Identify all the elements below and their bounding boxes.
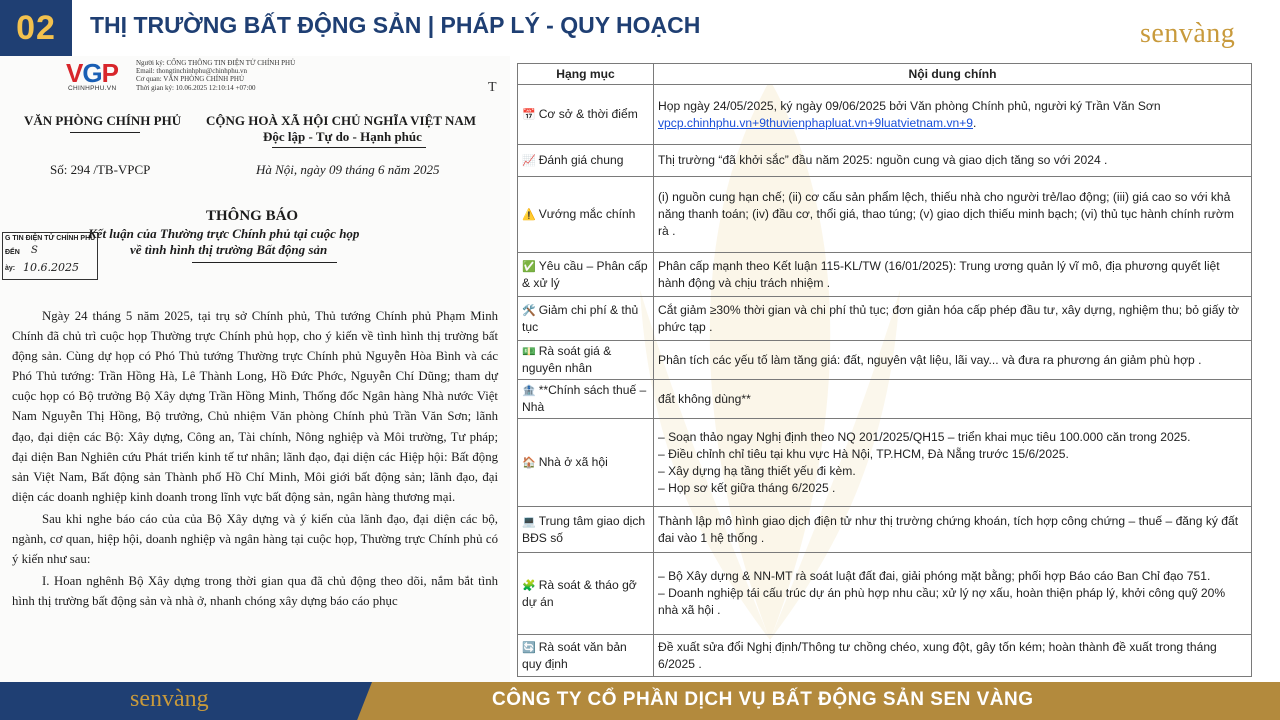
table-row xyxy=(518,177,1252,253)
source-link[interactable]: vpcp.chinhphu.vn+9thuvienphapluat.vn+9luatvietnam.vn+9 xyxy=(658,115,974,130)
content-text: Phân cấp mạnh theo Kết luận 115-KL/TW (16/01/2025): Trung ương quản lý vĩ mô, địa phương quyết liệt hành động và chịu trách nhiệm . xyxy=(658,258,1220,290)
content-line: – Bộ Xây dựng & NN-MT rà soát luật đất đai, giải phóng mặt bằng; phối hợp Báo cáo Ban Chỉ đạo 751. xyxy=(658,569,1211,583)
row-category-cell xyxy=(518,85,654,145)
scanned-document xyxy=(0,56,510,682)
tools-icon: 🛠️ xyxy=(522,303,536,317)
column-header-content: Nội dung chính xyxy=(654,64,1252,85)
table-row xyxy=(518,297,1252,341)
nation-motto: Độc lập - Tự do - Hạnh phúc xyxy=(263,129,422,144)
divider xyxy=(192,262,337,263)
row-category-label: Giảm chi phí & thủ tục xyxy=(522,302,639,334)
row-category-label: Đánh giá chung xyxy=(538,153,624,167)
chart-up-icon: 📈 xyxy=(522,154,536,167)
row-category-cell xyxy=(518,177,654,253)
row-category-label: Nhà ở xã hội xyxy=(538,455,608,469)
row-content-cell xyxy=(654,297,1252,341)
table-row xyxy=(518,145,1252,177)
row-content-cell xyxy=(654,553,1252,635)
issuing-office: VĂN PHÒNG CHÍNH PHỦ xyxy=(24,113,182,128)
table-row xyxy=(518,553,1252,635)
row-content-cell xyxy=(654,507,1252,553)
table-row xyxy=(518,85,1252,145)
row-content-cell xyxy=(654,341,1252,380)
row-category-cell xyxy=(518,635,654,677)
section-number-box xyxy=(0,0,72,56)
row-category-cell xyxy=(518,297,654,341)
body-paragraph: I. Hoan nghênh Bộ Xây dựng trong thời gian qua đã chủ động theo dõi, nắm bắt tình hình thị trường bất động sản và nhà ở, nhanh chóng xây dựng báo cáo phục xyxy=(12,574,498,609)
document-date: Hà Nội, ngày 09 tháng 6 năm 2025 xyxy=(256,162,440,177)
row-category-cell xyxy=(518,253,654,297)
document-subtitle-1: Kết luận của Thường trực Chính phủ tại cuộc họp xyxy=(88,226,360,241)
footer-company-name: CÔNG TY CỔ PHẦN DỊCH VỤ BẤT ĐỘNG SẢN SEN VÀNG xyxy=(492,689,1034,710)
nation-name: CỘNG HOÀ XÃ HỘI CHỦ NGHĨA VIỆT NAM xyxy=(206,113,477,128)
column-header-category: Hạng mục xyxy=(518,64,654,85)
row-category-cell xyxy=(518,507,654,553)
content-text: Cắt giảm ≥30% thời gian và chi phí thủ tục; đơn giản hóa cấp phép đầu tư, xây dựng, nghiệm thu; bỏ giấy tờ phức tạp . xyxy=(658,302,1240,334)
row-category-label: Rà soát giá & nguyên nhân xyxy=(522,344,612,375)
calendar-icon: 📅 xyxy=(522,108,536,121)
document-title: THÔNG BÁO xyxy=(206,208,299,224)
content-line: – Điều chỉnh chỉ tiêu tại khu vực Hà Nội, TP.HCM, Đà Nẵng trước 15/6/2025. xyxy=(658,446,1069,461)
digital-signature-meta: Người ký: CỔNG THÔNG TIN ĐIỆN TỬ CHÍNH PHỦ Email: thongtinchinhphu@chinhphu.vn Cơ quan: VĂN PHÒNG CHÍNH PHỦ Thời gian ký: 10.06.2025 12:10:14 +07:00 xyxy=(136,59,296,92)
laptop-icon: 💻 xyxy=(522,514,536,528)
table-row xyxy=(518,253,1252,297)
table-row xyxy=(518,507,1252,553)
document-body xyxy=(12,306,498,613)
table-row xyxy=(518,380,1252,419)
content-line: – Xây dựng hạ tầng thiết yếu đi kèm. xyxy=(658,463,856,478)
row-category-label: **Chính sách thuế – Nhà xyxy=(522,383,647,414)
body-paragraph: Sau khi nghe báo cáo của của Bộ Xây dựng và ý kiến của lãnh đạo, đại diện các bộ, ngành, cơ quan, hiệp hội, doanh nghiệp và ngân hàng tại cuộc họp, Thường trực Chính phủ có ý kiến như sau: xyxy=(12,511,498,567)
check-icon: ✅ xyxy=(522,259,536,273)
row-content-cell xyxy=(654,253,1252,297)
table-row xyxy=(518,635,1252,677)
bank-icon: 🏦 xyxy=(522,384,536,397)
corner-handwritten-mark: T xyxy=(488,80,497,95)
footer-brand-logo: senvàng xyxy=(130,686,209,712)
row-content-cell xyxy=(654,380,1252,419)
row-category-cell xyxy=(518,380,654,419)
row-content-cell xyxy=(654,145,1252,177)
row-category-cell xyxy=(518,553,654,635)
row-content-cell xyxy=(654,177,1252,253)
content-line: – Soạn thảo ngay Nghị định theo NQ 201/2025/QH15 – triển khai mục tiêu 100.000 căn trong 2025. xyxy=(658,429,1191,444)
vgp-logo: VGP xyxy=(66,58,118,88)
divider xyxy=(272,147,426,148)
row-category-cell xyxy=(518,145,654,177)
link-suffix: . xyxy=(973,115,977,130)
table-header-row xyxy=(518,64,1252,85)
document-subtitle-2: về tình hình thị trường Bất động sản xyxy=(130,242,328,257)
row-category-label: Vướng mắc chính xyxy=(538,207,636,221)
money-icon: 💵 xyxy=(522,345,536,358)
content-text: Thành lập mô hình giao dịch điện tử như thị trường chứng khoán, tích hợp công chứng – thuế – đăng ký đất đai vào 1 hệ thống . xyxy=(658,513,1239,545)
row-category-label: Rà soát & tháo gỡ dự án xyxy=(522,577,637,609)
footer-bar xyxy=(0,682,1280,720)
puzzle-icon: 🧩 xyxy=(522,578,536,592)
content-text: Họp ngày 24/05/2025, ký ngày 09/06/2025 bởi Văn phòng Chính phủ, người ký Trần Văn Sơn xyxy=(658,98,1161,113)
content-text: (i) nguồn cung hạn chế; (ii) cơ cấu sản phẩm lệch, thiếu nhà cho người trẻ/lao động; (iii) giá cao so với khả năng thanh toán; (iv) đầu cơ, thổi giá, thao túng; (v) giao dịch thiếu minh bạch; (vi) thủ tục hành chính rườm rà . xyxy=(658,190,1234,238)
row-content-cell xyxy=(654,635,1252,677)
page-title: THỊ TRƯỜNG BẤT ĐỘNG SẢN | PHÁP LÝ - QUY HOẠCH xyxy=(90,12,701,38)
table-row xyxy=(518,419,1252,507)
row-content-cell xyxy=(654,419,1252,507)
row-category-label: Cơ sở & thời điểm xyxy=(538,107,638,121)
row-content-cell xyxy=(654,85,1252,145)
refresh-icon: 🔄 xyxy=(522,640,536,654)
brand-logo-text: senvàng xyxy=(1140,18,1236,49)
received-stamp: G TIN ĐIỆN TỬ CHÍNH PHỦ ĐẾN S ày: 10.6.2025 xyxy=(2,232,98,280)
content-line: – Doanh nghiệp tái cấu trúc dự án phù hợp nhu cầu; xử lý nợ xấu, hoàn thiện pháp lý, khởi công quỹ 20% nhà xã hội . xyxy=(658,586,1226,617)
content-text: Thị trường “đã khởi sắc” đầu năm 2025: nguồn cung và giao dịch tăng so với 2024 . xyxy=(658,153,1108,167)
row-category-label: Trung tâm giao dịch BĐS số xyxy=(522,513,646,545)
warning-icon: ⚠️ xyxy=(522,208,536,221)
house-icon: 🏠 xyxy=(522,456,536,469)
divider xyxy=(70,132,140,133)
brand-logo-top xyxy=(1140,4,1272,52)
row-category-cell xyxy=(518,341,654,380)
document-number: Số: 294 /TB-VPCP xyxy=(50,162,151,177)
content-text: đất không dùng** xyxy=(658,391,751,406)
table-row xyxy=(518,341,1252,380)
row-category-cell xyxy=(518,419,654,507)
row-category-label: Rà soát văn bản quy định xyxy=(522,639,627,671)
row-category-label: Yêu cầu – Phân cấp & xử lý xyxy=(522,258,648,290)
summary-table xyxy=(517,63,1252,677)
content-text: Đề xuất sửa đổi Nghị định/Thông tư chồng chéo, xung đột, gây tốn kém; hoàn thành đề xuất trong tháng 6/2025 . xyxy=(658,639,1217,671)
body-paragraph: Ngày 24 tháng 5 năm 2025, tại trụ sở Chính phủ, Thủ tướng Chính phủ Phạm Minh Chính đã chủ trì cuộc họp Thường trực Chính phủ họp, cho ý kiến về tình hình thị trường bất động sản. Cùng dự họp có Phó Thủ tướng Thường trực Chính phủ Nguyễn Hòa Bình và các Phó Thủ tướng: Trần Hồng Hà, Lê Thành Long, Hồ Đức Phớc, Nguyễn Chí Dũng; tham dự cuộc họp có Bộ trưởng Bộ Xây dựng Trần Hồng Minh, Thống đốc Ngân hàng Nhà nước Việt Nam Nguyễn Thị Hồng, Bộ trưởng, Chủ nhiệm Văn phòng Chính phủ Trần Văn Sơn; lãnh đạo, đại diện các Bộ: Xây dựng, Công an, Tài chính, Nông nghiệp và Môi trường, Tư pháp; đại diện Ban Nghiên cứu Phát triển kinh tế tư nhân; lãnh đạo, đại diện các Hiệp hội: Bất động sản Việt Nam, Bất động sản Thành phố Hồ Chí Minh, Môi giới bất động sản; lãnh đạo, đại diện các doanh nghiệp kinh doanh trong lĩnh vực bất động sản, ngân hàng thương mại. xyxy=(12,309,498,504)
vgp-logo-subtext: CHINHPHU.VN xyxy=(68,85,117,92)
section-number: 02 xyxy=(16,8,56,47)
content-text: Phân tích các yếu tố làm tăng giá: đất, nguyên vật liệu, lãi vay... và đưa ra phương án giảm phù hợp . xyxy=(658,352,1202,367)
content-line: – Họp sơ kết giữa tháng 6/2025 . xyxy=(658,480,836,495)
